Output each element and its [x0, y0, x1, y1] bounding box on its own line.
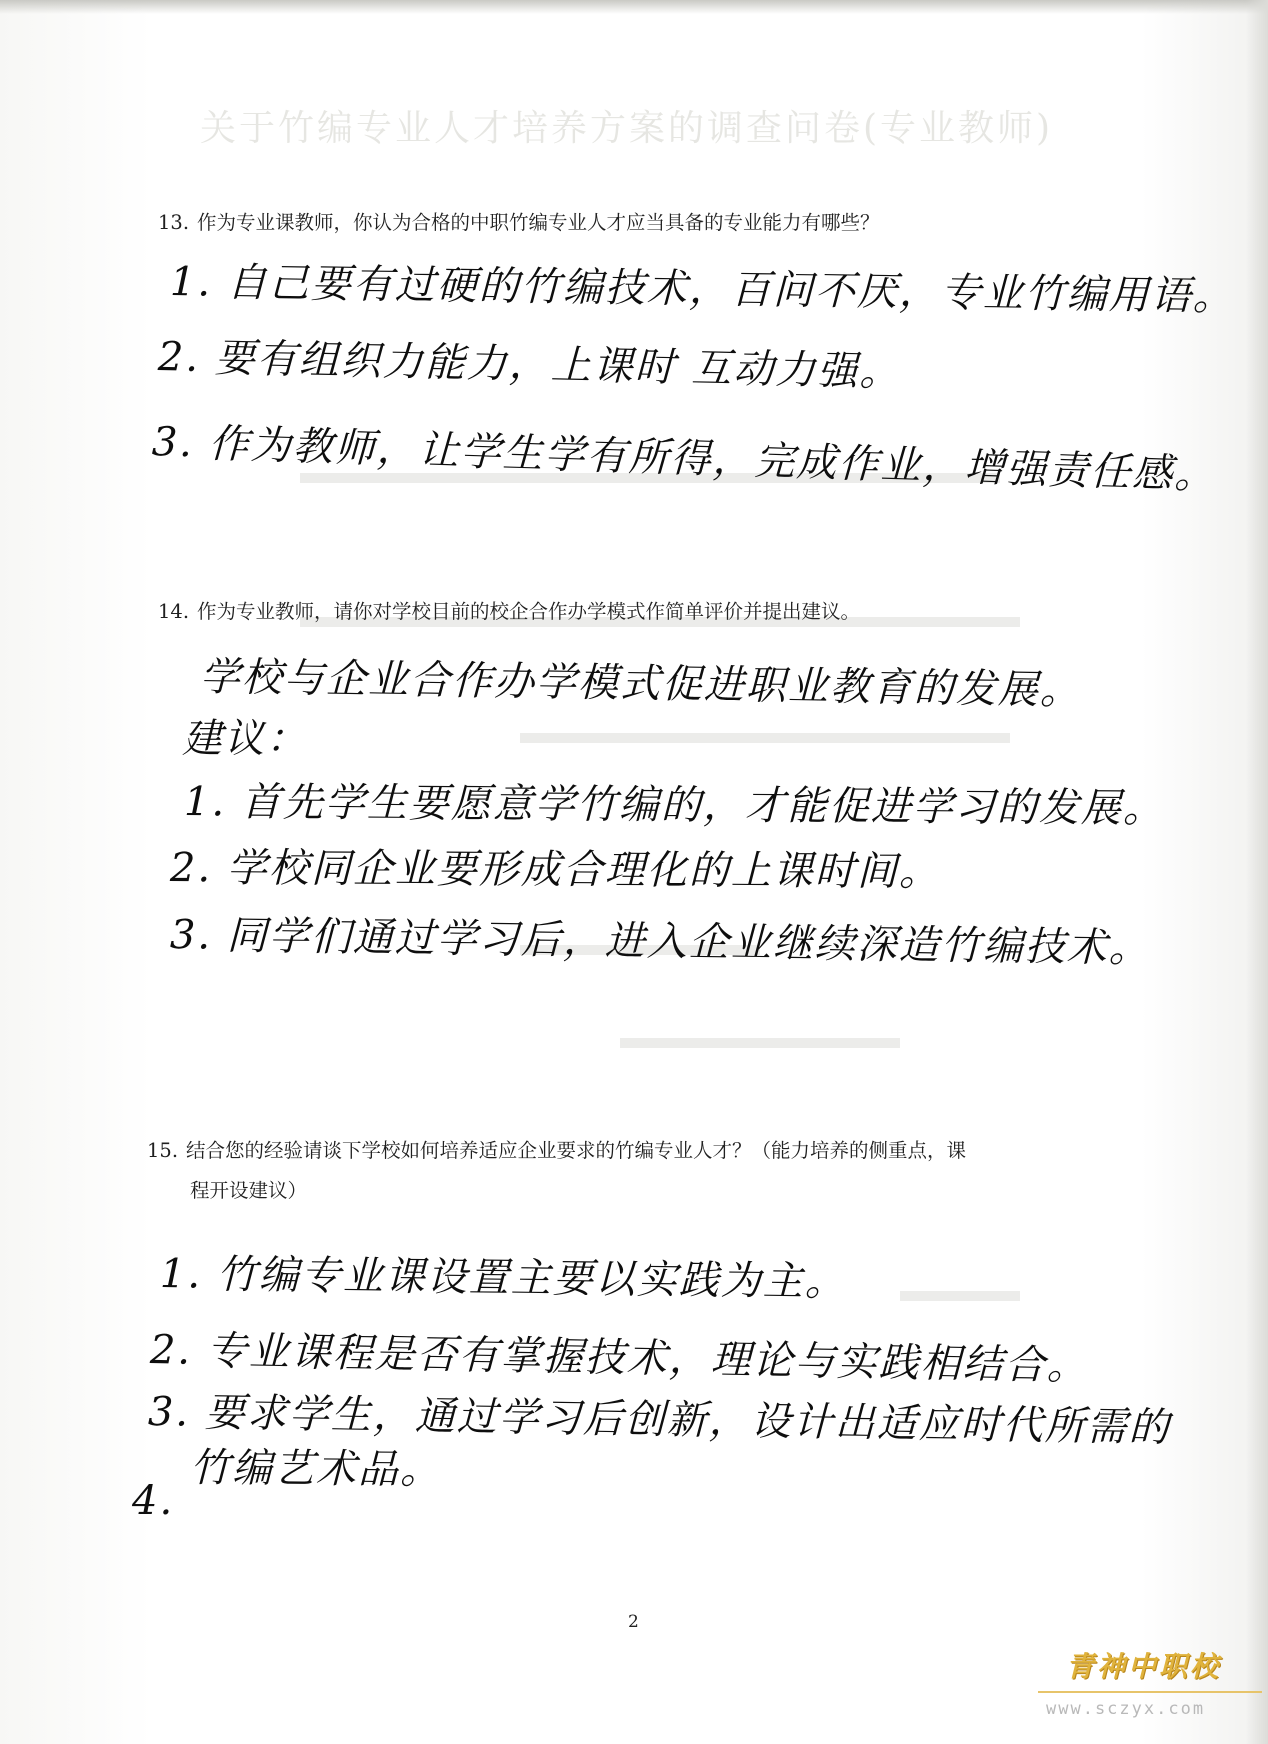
question-number: 13.: [158, 211, 190, 234]
answer-15-line-1: 1. 竹编专业课设置主要以实践为主。: [159, 1251, 848, 1306]
question-number: 15.: [147, 1139, 179, 1162]
question-13: [158, 205, 1198, 241]
faded-title: 关于竹编专业人才培养方案的调查问卷(专业教师): [200, 108, 1054, 149]
answer-14-line-3: 1. 首先学生要愿意学竹编的，才能促进学习的发展。: [183, 779, 1166, 832]
answer-14-line-4: 2. 学校同企业要形成合理化的上课时间。: [169, 845, 941, 896]
question-text: 结合您的经验请谈下学校如何培养适应企业要求的竹编专业人才？（能力培养的侧重点，课: [186, 1139, 967, 1162]
question-15: [147, 1133, 1187, 1169]
answer-15-line-3: 3. 要求学生，通过学习后创新，设计出适应时代所需的: [147, 1389, 1172, 1452]
watermark-rule: [1038, 1691, 1262, 1693]
site-watermark: [1032, 1643, 1268, 1744]
answer-14-line-2: 建议：: [182, 716, 308, 762]
question-number: 14.: [158, 600, 190, 623]
answer-15-line-4: 竹编艺术品。: [189, 1445, 443, 1494]
answer-14-line-1: 学校与企业合作办学模式促进职业教育的发展。: [199, 654, 1083, 714]
answer-15-line-2: 2. 专业课程是否有掌握技术，理论与实践相结合。: [149, 1327, 1090, 1390]
question-14: [158, 594, 1198, 630]
question-text: 作为专业教师，请你对学校目前的校企合作办学模式作简单评价并提出建议。: [197, 600, 861, 623]
question-15-continued: 程开设建议）: [190, 1179, 308, 1202]
answer-13-line-1: 1. 自己要有过硬的竹编技术，百问不厌，专业竹编用语。: [169, 259, 1236, 320]
answer-14-line-5: 3. 同学们通过学习后，进入企业继续深造竹编技术。: [169, 912, 1152, 972]
page-number: 2: [628, 1612, 639, 1632]
question-text: 作为专业课教师，你认为合格的中职竹编专业人才应当具备的专业能力有哪些？: [197, 211, 880, 234]
answer-13-line-3: 3. 作为教师，让学生学有所得，完成作业，增强责任感。: [151, 419, 1217, 499]
answer-15-line-5: 4.: [132, 1478, 175, 1524]
watermark-name: 青神中职校: [1066, 1650, 1222, 1683]
answer-13-line-2: 2. 要有组织力能力，上课时 互动力强。: [157, 334, 902, 396]
watermark-url: www.sczyx.com: [1046, 1699, 1206, 1719]
